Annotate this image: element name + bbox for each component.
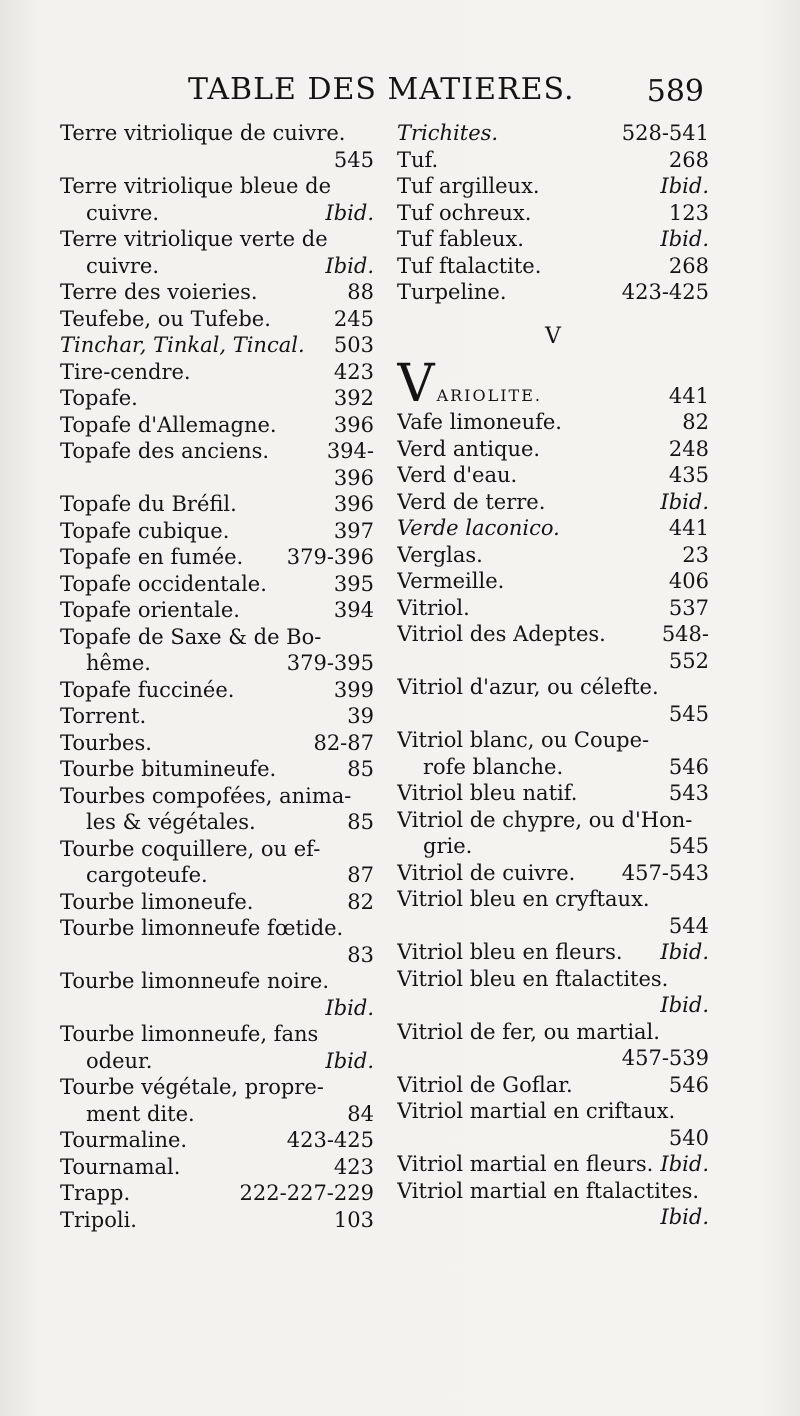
entry-page-ref: 394- [326, 439, 374, 463]
entry-text: Vafe limoneufe. [397, 410, 562, 434]
entry-line [60, 200, 374, 227]
index-entry [397, 1151, 709, 1178]
entry-line [397, 913, 709, 940]
entry-line [397, 462, 709, 489]
entry-page-ref: 528-541 [621, 121, 709, 145]
entry-text: Torrent. [60, 704, 147, 728]
entry-page-ref: 552 [668, 648, 709, 673]
index-entry [60, 1180, 374, 1207]
entry-page-ref: 245 [333, 306, 374, 331]
entry-page-ref: 123 [668, 200, 709, 225]
index-entry [397, 568, 709, 595]
entry-text: Vermeille. [397, 569, 505, 593]
entry-page-ref: 457-539 [621, 1046, 709, 1070]
index-entry [397, 674, 709, 727]
index-section-t-continued [397, 120, 709, 306]
entry-page-ref: 268 [668, 147, 709, 172]
entry-text: Vitriol de Goflar. [397, 1072, 573, 1097]
index-entry [60, 889, 374, 916]
entry-page-ref: 457-543 [621, 860, 709, 885]
entry-text: Tourbe végétale, propre- [60, 1075, 324, 1099]
entry-line [60, 253, 374, 280]
entry-line [60, 306, 374, 333]
entry-line [397, 966, 709, 993]
index-entry [397, 120, 709, 147]
entry-text: Trapp. [60, 1181, 131, 1205]
entry-text: Topafe en fumée. [60, 545, 244, 569]
entry-page-ref: 546 [668, 1072, 709, 1097]
entry-text: Terre vitriolique bleue de [60, 174, 331, 198]
entry-page-ref: 88 [347, 280, 374, 304]
entry-text: Vitriol martial en fleurs. [397, 1152, 654, 1176]
entry-text: Vitriol bleu en cryftaux. [397, 887, 650, 911]
entry-line [397, 860, 709, 887]
index-entry [397, 860, 709, 887]
entry-page-ref: Ibid. [325, 1048, 374, 1073]
entry-page-ref: 396 [333, 412, 374, 437]
entry-line [60, 703, 374, 730]
entry-line [397, 1098, 709, 1125]
index-entry [60, 677, 374, 704]
entry-page-ref: Ibid. [660, 1152, 709, 1176]
index-entry [397, 1178, 709, 1231]
entry-page-ref: 441 [668, 383, 709, 408]
entry-line [60, 385, 374, 412]
entry-line [397, 595, 709, 622]
entry-line [397, 992, 709, 1019]
entry-page-ref: Ibid. [660, 993, 709, 1017]
entry-page-ref: 394 [333, 598, 374, 622]
entry-line [60, 147, 374, 174]
entry-page-ref: 423 [333, 1154, 374, 1179]
entry-text: Topafe. [60, 386, 138, 410]
index-entry [60, 624, 374, 677]
entry-page-ref: 540 [668, 1125, 709, 1150]
index-entry [60, 703, 374, 730]
entry-text: Trichites. [397, 121, 499, 145]
index-entry [60, 836, 374, 889]
entry-page-ref: 406 [668, 569, 709, 593]
entry-line [397, 489, 709, 516]
index-entry [397, 409, 709, 436]
index-entry [60, 518, 374, 545]
entry-text: hême. [86, 651, 151, 675]
entry-line [60, 677, 374, 704]
entry-text: Tourbe limonneufe, fans [60, 1022, 319, 1046]
entry-page-ref: 395 [333, 571, 374, 596]
entry-line [60, 438, 374, 465]
entry-text: Tuf fableux. [397, 227, 524, 251]
entry-page-ref: Ibid. [325, 253, 374, 278]
entry-line [397, 1178, 709, 1205]
entry-text: Vitriol martial en ftalactites. [397, 1178, 700, 1203]
entry-page-ref: 435 [668, 463, 709, 487]
entry-text: Vitriol bleu en ftalactites. [397, 966, 669, 991]
entry-text: Terre des voieries. [60, 280, 258, 304]
index-entry [397, 515, 709, 542]
index-entry [397, 727, 709, 780]
entry-line [60, 1207, 374, 1234]
index-entry [60, 597, 374, 624]
index-entry [60, 306, 374, 333]
entry-text: Vitriol de fer, ou martial. [397, 1019, 660, 1044]
entry-text: Vitriol. [397, 595, 470, 620]
entry-line [397, 1151, 709, 1178]
entry-line [397, 939, 709, 966]
entry-text: Vitriol d'azur, ou célefte. [397, 675, 659, 699]
entry-page-ref: 222-227-229 [239, 1181, 374, 1205]
entry-text: Verd antique. [397, 436, 541, 461]
entry-page-ref: Ibid. [660, 489, 709, 514]
entry-line [397, 200, 709, 227]
entry-text: Tourbes compofées, anima- [60, 783, 352, 808]
entry-line [60, 836, 374, 863]
entry-text: Tourmaline. [60, 1128, 188, 1152]
entry-text: Vitriol des Adeptes. [397, 622, 606, 646]
entry-page-ref: 397 [333, 518, 374, 543]
entry-text: Tourbe limoneufe. [60, 889, 254, 914]
entry-page-ref: 396 [333, 492, 374, 516]
entry-line [60, 1074, 374, 1101]
index-entry [397, 780, 709, 807]
entry-line [397, 701, 709, 728]
index-entry [60, 968, 374, 1021]
entry-line [397, 253, 709, 280]
entry-page-ref: 548- [661, 622, 709, 646]
entry-page-ref: 544 [668, 913, 709, 938]
entry-line [60, 624, 374, 651]
entry-line [397, 542, 709, 569]
section-letter-heading: V [545, 323, 561, 349]
entry-line [60, 968, 374, 995]
entry-text: Teufebe, ou Tufebe. [60, 306, 271, 331]
entry-line [397, 621, 709, 648]
entry-text: Tourbe limonneufe fœtide. [60, 916, 344, 940]
entry-line [397, 409, 709, 436]
entry-line [60, 544, 374, 571]
entry-text: Terre vitriolique de cuivre. [60, 121, 346, 145]
entry-line [60, 1048, 374, 1075]
entry-line [397, 226, 709, 253]
entry-text: Topafe du Bréfil. [60, 492, 237, 516]
entry-page-ref: Ibid. [325, 995, 374, 1020]
page-title: TABLE DES MATIERES. [188, 72, 575, 107]
entry-line [60, 412, 374, 439]
entry-page-ref: 87 [347, 863, 374, 887]
entry-line [397, 1072, 709, 1099]
index-entry [60, 1154, 374, 1181]
entry-page-ref: 85 [347, 757, 374, 781]
entry-text: Vitriol de chypre, ou d'Hon- [397, 807, 693, 832]
index-column-right [397, 120, 709, 1231]
entry-page-ref: 399 [333, 677, 374, 702]
index-entry [60, 385, 374, 412]
entry-text: Turpeline. [397, 280, 507, 304]
entry-page-ref: 379-395 [286, 651, 374, 675]
entry-line [60, 995, 374, 1022]
entry-line [397, 648, 709, 675]
entry-text: Topafe occidentale. [60, 571, 267, 596]
index-entry-dropcap [397, 362, 709, 410]
entry-page-ref: 248 [668, 436, 709, 461]
entry-page-ref: 83 [347, 942, 374, 967]
entry-line [60, 1154, 374, 1181]
index-entry [397, 253, 709, 280]
index-entry [60, 173, 374, 226]
entry-line [397, 727, 709, 754]
entry-page-ref: 546 [668, 754, 709, 779]
entry-text: Topafe cubique. [60, 518, 230, 543]
index-entry [60, 279, 374, 306]
index-entry [60, 1207, 374, 1234]
entry-line [397, 780, 709, 807]
index-entry [397, 436, 709, 463]
entry-page-ref: 379-396 [286, 545, 374, 569]
entry-text: Topafe fuccinée. [60, 677, 235, 702]
entry-text: Tuf. [397, 147, 439, 172]
dropcap-letter: V [397, 361, 435, 409]
entry-line [60, 1127, 374, 1154]
entry-page-ref: 423-425 [621, 280, 709, 304]
entry-page-ref: 441 [668, 516, 709, 540]
entry-line [60, 783, 374, 810]
entry-page-ref: 423-425 [286, 1128, 374, 1152]
entry-text: Verglas. [397, 542, 483, 567]
entry-page-ref: 82-87 [313, 730, 374, 755]
entry-text: Tinchar, Tinkal, Tincal. [60, 333, 305, 357]
entry-text: Topafe orientale. [60, 598, 240, 622]
index-entry [397, 595, 709, 622]
entry-text: Tourbes. [60, 730, 152, 755]
index-entry [60, 438, 374, 491]
entry-text: Tourbe bitumineufe. [60, 757, 277, 781]
entry-page-ref: 545 [668, 701, 709, 726]
entry-line [60, 756, 374, 783]
index-entry [397, 462, 709, 489]
entry-line [397, 1019, 709, 1046]
entry-text: ment dite. [86, 1101, 195, 1126]
entry-text: Verd de terre. [397, 489, 546, 514]
entry-line [60, 1180, 374, 1207]
index-entry [60, 544, 374, 571]
entry-line [397, 1125, 709, 1152]
index-entry [60, 756, 374, 783]
entry-line [397, 279, 709, 306]
entry-line [60, 597, 374, 624]
entry-page-ref: Ibid. [660, 1205, 709, 1229]
index-entry [397, 279, 709, 306]
entry-line [397, 833, 709, 860]
index-entry [60, 359, 374, 386]
index-entry [397, 489, 709, 516]
index-entry [397, 200, 709, 227]
index-entry [397, 1019, 709, 1072]
index-entry [397, 886, 709, 939]
entry-line [397, 436, 709, 463]
entry-line [60, 465, 374, 492]
index-entry [397, 1098, 709, 1151]
index-entry [60, 1127, 374, 1154]
entry-line [60, 226, 374, 253]
entry-line [397, 1204, 709, 1231]
entry-text: Topafe d'Allemagne. [60, 412, 277, 437]
index-entry [60, 226, 374, 279]
entry-line [397, 674, 709, 701]
entry-text: Vitriol de cuivre. [397, 860, 576, 885]
entry-line [397, 754, 709, 781]
entry-text: Tripoli. [60, 1207, 137, 1232]
entry-line [60, 491, 374, 518]
entry-line [60, 730, 374, 757]
entry-page-ref: 392 [333, 386, 374, 410]
entry-line [397, 807, 709, 834]
entry-line [60, 650, 374, 677]
entry-line [60, 332, 374, 359]
index-entry [397, 226, 709, 253]
entry-text: Vitriol bleu natif. [397, 781, 578, 805]
entry-text: Verde laconico. [397, 516, 560, 540]
index-entry [60, 915, 374, 968]
entry-text: cargoteufe. [86, 863, 208, 887]
entry-page-ref: Ibid. [660, 174, 709, 198]
index-entry [60, 730, 374, 757]
entry-text: Tourbe limonneufe noire. [60, 969, 330, 993]
page-header [0, 72, 800, 116]
index-column-left [60, 120, 374, 1233]
entry-text: cuivre. [86, 200, 160, 225]
entry-text: Topafe des anciens. [60, 439, 270, 463]
entry-line [60, 1021, 374, 1048]
index-entry [397, 1072, 709, 1099]
entry-line [60, 1101, 374, 1128]
entry-page-ref: 84 [347, 1101, 374, 1126]
entry-text: Tire-cendre. [60, 359, 191, 384]
entry-line [397, 515, 709, 542]
entry-page-ref: 545 [333, 147, 374, 172]
entry-line [60, 571, 374, 598]
page-number: 589 [646, 74, 704, 109]
entry-line [60, 862, 374, 889]
index-entry [397, 173, 709, 200]
index-section-v [397, 409, 709, 1231]
entry-line [60, 809, 374, 836]
entry-line [397, 1045, 709, 1072]
index-entry [397, 807, 709, 860]
entry-line [397, 173, 709, 200]
index-entry [397, 147, 709, 174]
entry-text: Verd d'eau. [397, 463, 518, 487]
entry-line [60, 915, 374, 942]
index-entry [60, 783, 374, 836]
entry-page-ref: 423 [333, 359, 374, 384]
entry-text: Tuf ftalactite. [397, 253, 542, 278]
entry-text: les & végétales. [86, 810, 256, 834]
entry-page-ref: 537 [668, 595, 709, 620]
entry-text: Tournamal. [60, 1154, 181, 1179]
entry-text: Vitriol bleu en fleurs. [397, 940, 623, 964]
index-entry [60, 1021, 374, 1074]
entry-text: Vitriol blanc, ou Coupe- [397, 728, 650, 752]
index-entry [397, 966, 709, 1019]
entry-text: Terre vitriolique verte de [60, 227, 328, 251]
index-entry [60, 491, 374, 518]
entry-line [397, 568, 709, 595]
entry-line [60, 279, 374, 306]
entry-page-ref: 103 [333, 1207, 374, 1232]
entry-page-ref: 82 [682, 410, 709, 434]
entry-text: Topafe de Saxe & de Bo- [60, 624, 322, 649]
entry-page-ref: 82 [347, 889, 374, 914]
entry-text: Tuf ochreux. [397, 200, 532, 225]
entry-line [60, 889, 374, 916]
entry-text: Vitriol martial en criftaux. [397, 1099, 676, 1123]
index-entry [60, 571, 374, 598]
entry-text: grie. [423, 834, 473, 858]
entry-page-ref: 85 [347, 810, 374, 834]
entry-line [397, 120, 709, 147]
entry-page-ref: 39 [347, 704, 374, 728]
entry-line [60, 359, 374, 386]
entry-page-ref: 545 [668, 834, 709, 858]
entry-page-ref: 268 [668, 253, 709, 278]
entry-line [60, 942, 374, 969]
entry-page-ref: Ibid. [325, 200, 374, 225]
entry-text: odeur. [86, 1048, 153, 1073]
index-entry [397, 542, 709, 569]
entry-page-ref: 396 [333, 465, 374, 490]
entry-text: cuivre. [86, 253, 160, 278]
index-entry [60, 332, 374, 359]
entry-text: Tuf argilleux. [397, 174, 540, 198]
entry-text: rofe blanche. [423, 754, 564, 779]
entry-line [397, 886, 709, 913]
entry-line [397, 147, 709, 174]
entry-page-ref: 543 [668, 781, 709, 805]
entry-line [60, 518, 374, 545]
index-entry [397, 939, 709, 966]
entry-text: Tourbe coquillere, ou ef- [60, 836, 321, 861]
index-entry [397, 621, 709, 674]
entry-page-ref: Ibid. [660, 227, 709, 251]
entry-line [60, 120, 374, 147]
entry-page-ref: Ibid. [660, 940, 709, 964]
entry-page-ref: 503 [333, 333, 374, 357]
index-entry [60, 120, 374, 173]
dropcap-rest: ARIOLITE. [436, 385, 542, 405]
entry-line [60, 173, 374, 200]
entry-page-ref: 23 [682, 542, 709, 567]
index-entry [60, 412, 374, 439]
index-entry [60, 1074, 374, 1127]
